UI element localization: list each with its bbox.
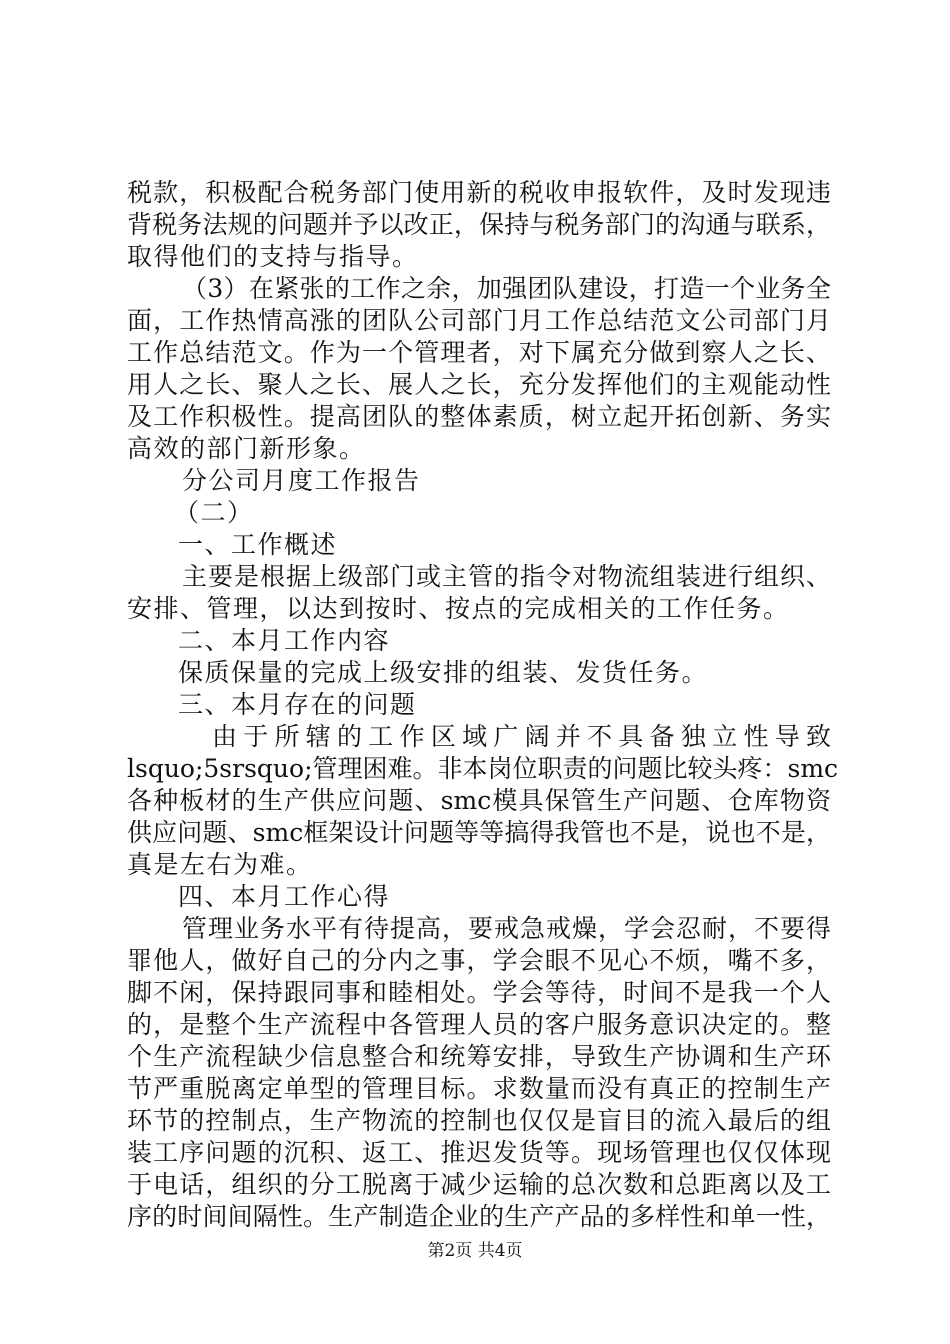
- paragraph-line: 由于所辖的工作区域广阔并不具备独立性导致: [212, 722, 831, 751]
- section-heading: 三、本月存在的问题: [178, 690, 417, 719]
- paragraph-line: 主要是根据上级部门或主管的指令对物流组装进行组织、: [182, 562, 831, 591]
- paragraph-line: 各种板材的生产供应问题、smc模具保管生产问题、仓库物资: [127, 786, 831, 815]
- paragraph-line: 安排、管理，以达到按时、按点的完成相关的工作任务。: [127, 594, 790, 623]
- paragraph-line: 节严重脱离定单型的管理目标。求数量而没有真正的控制生产: [127, 1074, 831, 1103]
- paragraph-line: 用人之长、聚人之长、展人之长，充分发挥他们的主观能动性: [127, 370, 831, 399]
- section-heading: 分公司月度工作报告: [182, 466, 421, 495]
- paragraph-line: 管理业务水平有待提高，要戒急戒燥，学会忍耐，不要得: [182, 914, 831, 943]
- section-heading: 一、工作概述: [178, 530, 338, 559]
- paragraph-line: 脚不闲，保持跟同事和睦相处。学会等待，时间不是我一个人: [127, 978, 831, 1007]
- section-heading: （二）: [174, 498, 254, 527]
- paragraph-line: 供应问题、smc框架设计问题等等搞得我管也不是，说也不是，: [127, 818, 831, 847]
- page-number-footer: 第2页 共4页: [427, 1241, 523, 1261]
- paragraph-line: 背税务法规的问题并予以改正，保持与税务部门的沟通与联系，: [127, 210, 831, 239]
- paragraph-line: 个生产流程缺少信息整合和统筹安排，导致生产协调和生产环: [127, 1042, 831, 1071]
- paragraph-line: 环节的控制点，生产物流的控制也仅仅是盲目的流入最后的组: [127, 1106, 831, 1135]
- paragraph-line: 序的时间间隔性。生产制造企业的生产产品的多样性和单一性，: [127, 1202, 831, 1231]
- section-heading: 四、本月工作心得: [178, 882, 391, 911]
- paragraph-line: 的，是整个生产流程中各管理人员的客户服务意识决定的。整: [127, 1010, 831, 1039]
- paragraph-line: 保质保量的完成上级安排的组装、发货任务。: [178, 658, 709, 687]
- paragraph-line: 税款，积极配合税务部门使用新的税收申报软件，及时发现违: [127, 178, 831, 207]
- paragraph-line: 取得他们的支持与指导。: [127, 242, 419, 271]
- paragraph-line: 及工作积极性。提高团队的整体素质，树立起开拓创新、务实: [127, 402, 831, 431]
- paragraph-line: 装工序问题的沉积、返工、推迟发货等。现场管理也仅仅体现: [127, 1138, 831, 1167]
- paragraph-line: 罪他人，做好自己的分内之事，学会眼不见心不烦，嘴不多，: [127, 946, 831, 975]
- section-heading: 二、本月工作内容: [178, 626, 391, 655]
- paragraph-line: （3）在紧张的工作之余，加强团队建设，打造一个业务全: [182, 274, 831, 303]
- paragraph-line: lsquo;5srsquo;管理困难。非本岗位职责的问题比较头疼：smc: [127, 754, 839, 783]
- paragraph-line: 高效的部门新形象。: [127, 434, 366, 463]
- paragraph-line: 真是左右为难。: [127, 850, 313, 879]
- paragraph-line: 工作总结范文。作为一个管理者，对下属充分做到察人之长、: [127, 338, 831, 367]
- paragraph-line: 于电话，组织的分工脱离于减少运输的总次数和总距离以及工: [127, 1170, 831, 1199]
- paragraph-line: 面，工作热情高涨的团队公司部门月工作总结范文公司部门月: [127, 306, 831, 335]
